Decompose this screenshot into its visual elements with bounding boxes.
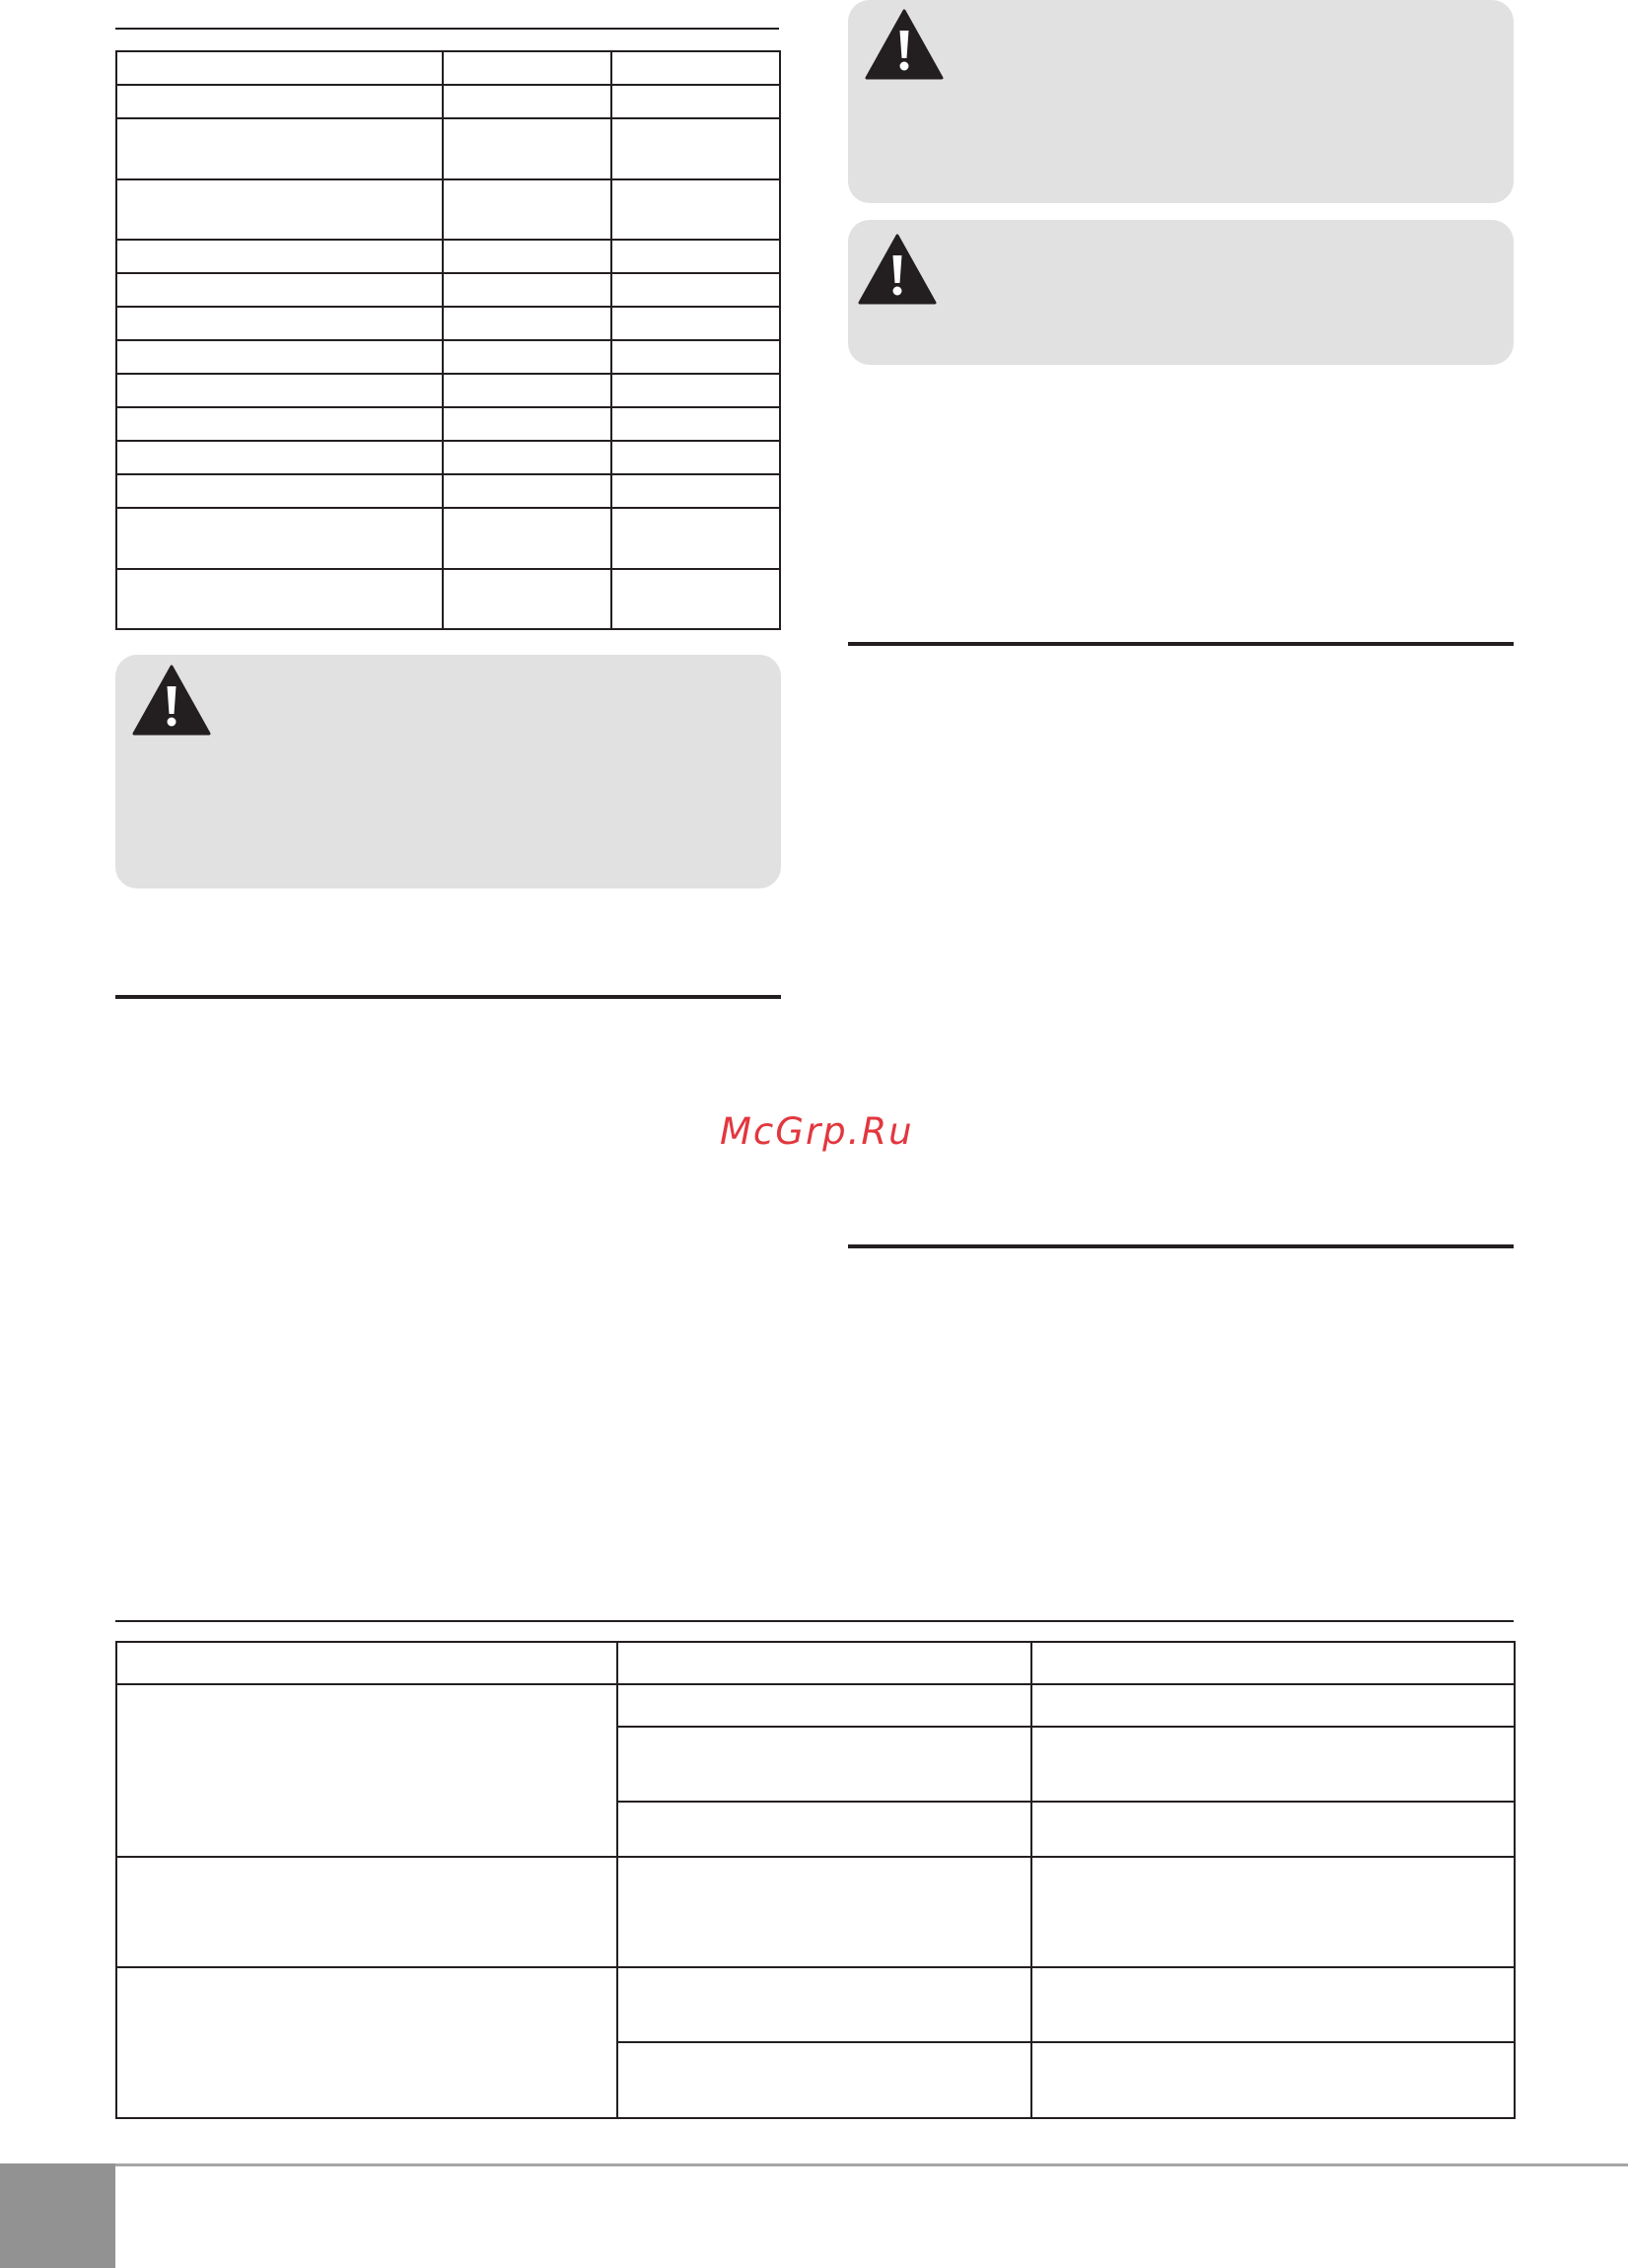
spec-table-row (116, 569, 780, 629)
right-section-rule-2 (848, 1244, 1514, 1248)
troubleshooting-table (115, 1641, 1516, 2119)
spec-table-row (116, 240, 780, 273)
spec-table-row (116, 474, 780, 508)
spec-table-row (116, 407, 780, 441)
bottom-section-rule (115, 1620, 1514, 1622)
warning-triangle-icon (865, 9, 944, 80)
table-row (116, 1967, 1515, 2042)
spec-table-row (116, 441, 780, 474)
table-row (116, 1857, 1515, 1967)
spec-table-row (116, 374, 780, 407)
spec-table-row (116, 118, 780, 179)
spec-table-row (116, 85, 780, 118)
warning-panel-right-2 (848, 220, 1514, 365)
spec-table-row (116, 51, 780, 85)
left-section-rule (115, 995, 781, 999)
watermark: McGrp.Ru (720, 1110, 914, 1153)
spec-table-row (116, 273, 780, 307)
warning-panel-right-1 (848, 0, 1514, 203)
table-row (116, 1642, 1515, 1684)
footer-rule (0, 2163, 1628, 2166)
spec-table-row (116, 179, 780, 240)
warning-triangle-icon (858, 234, 937, 305)
warning-panel-left (115, 655, 781, 888)
warning-triangle-icon (132, 665, 211, 736)
spec-table-row (116, 340, 780, 374)
footer-page-tab (0, 2163, 115, 2268)
spec-table-row (116, 508, 780, 569)
table-row (116, 1684, 1515, 1727)
right-section-rule-1 (848, 642, 1514, 646)
spec-table (115, 50, 781, 630)
spec-table-row (116, 307, 780, 340)
left-column-top-rule (115, 28, 779, 30)
